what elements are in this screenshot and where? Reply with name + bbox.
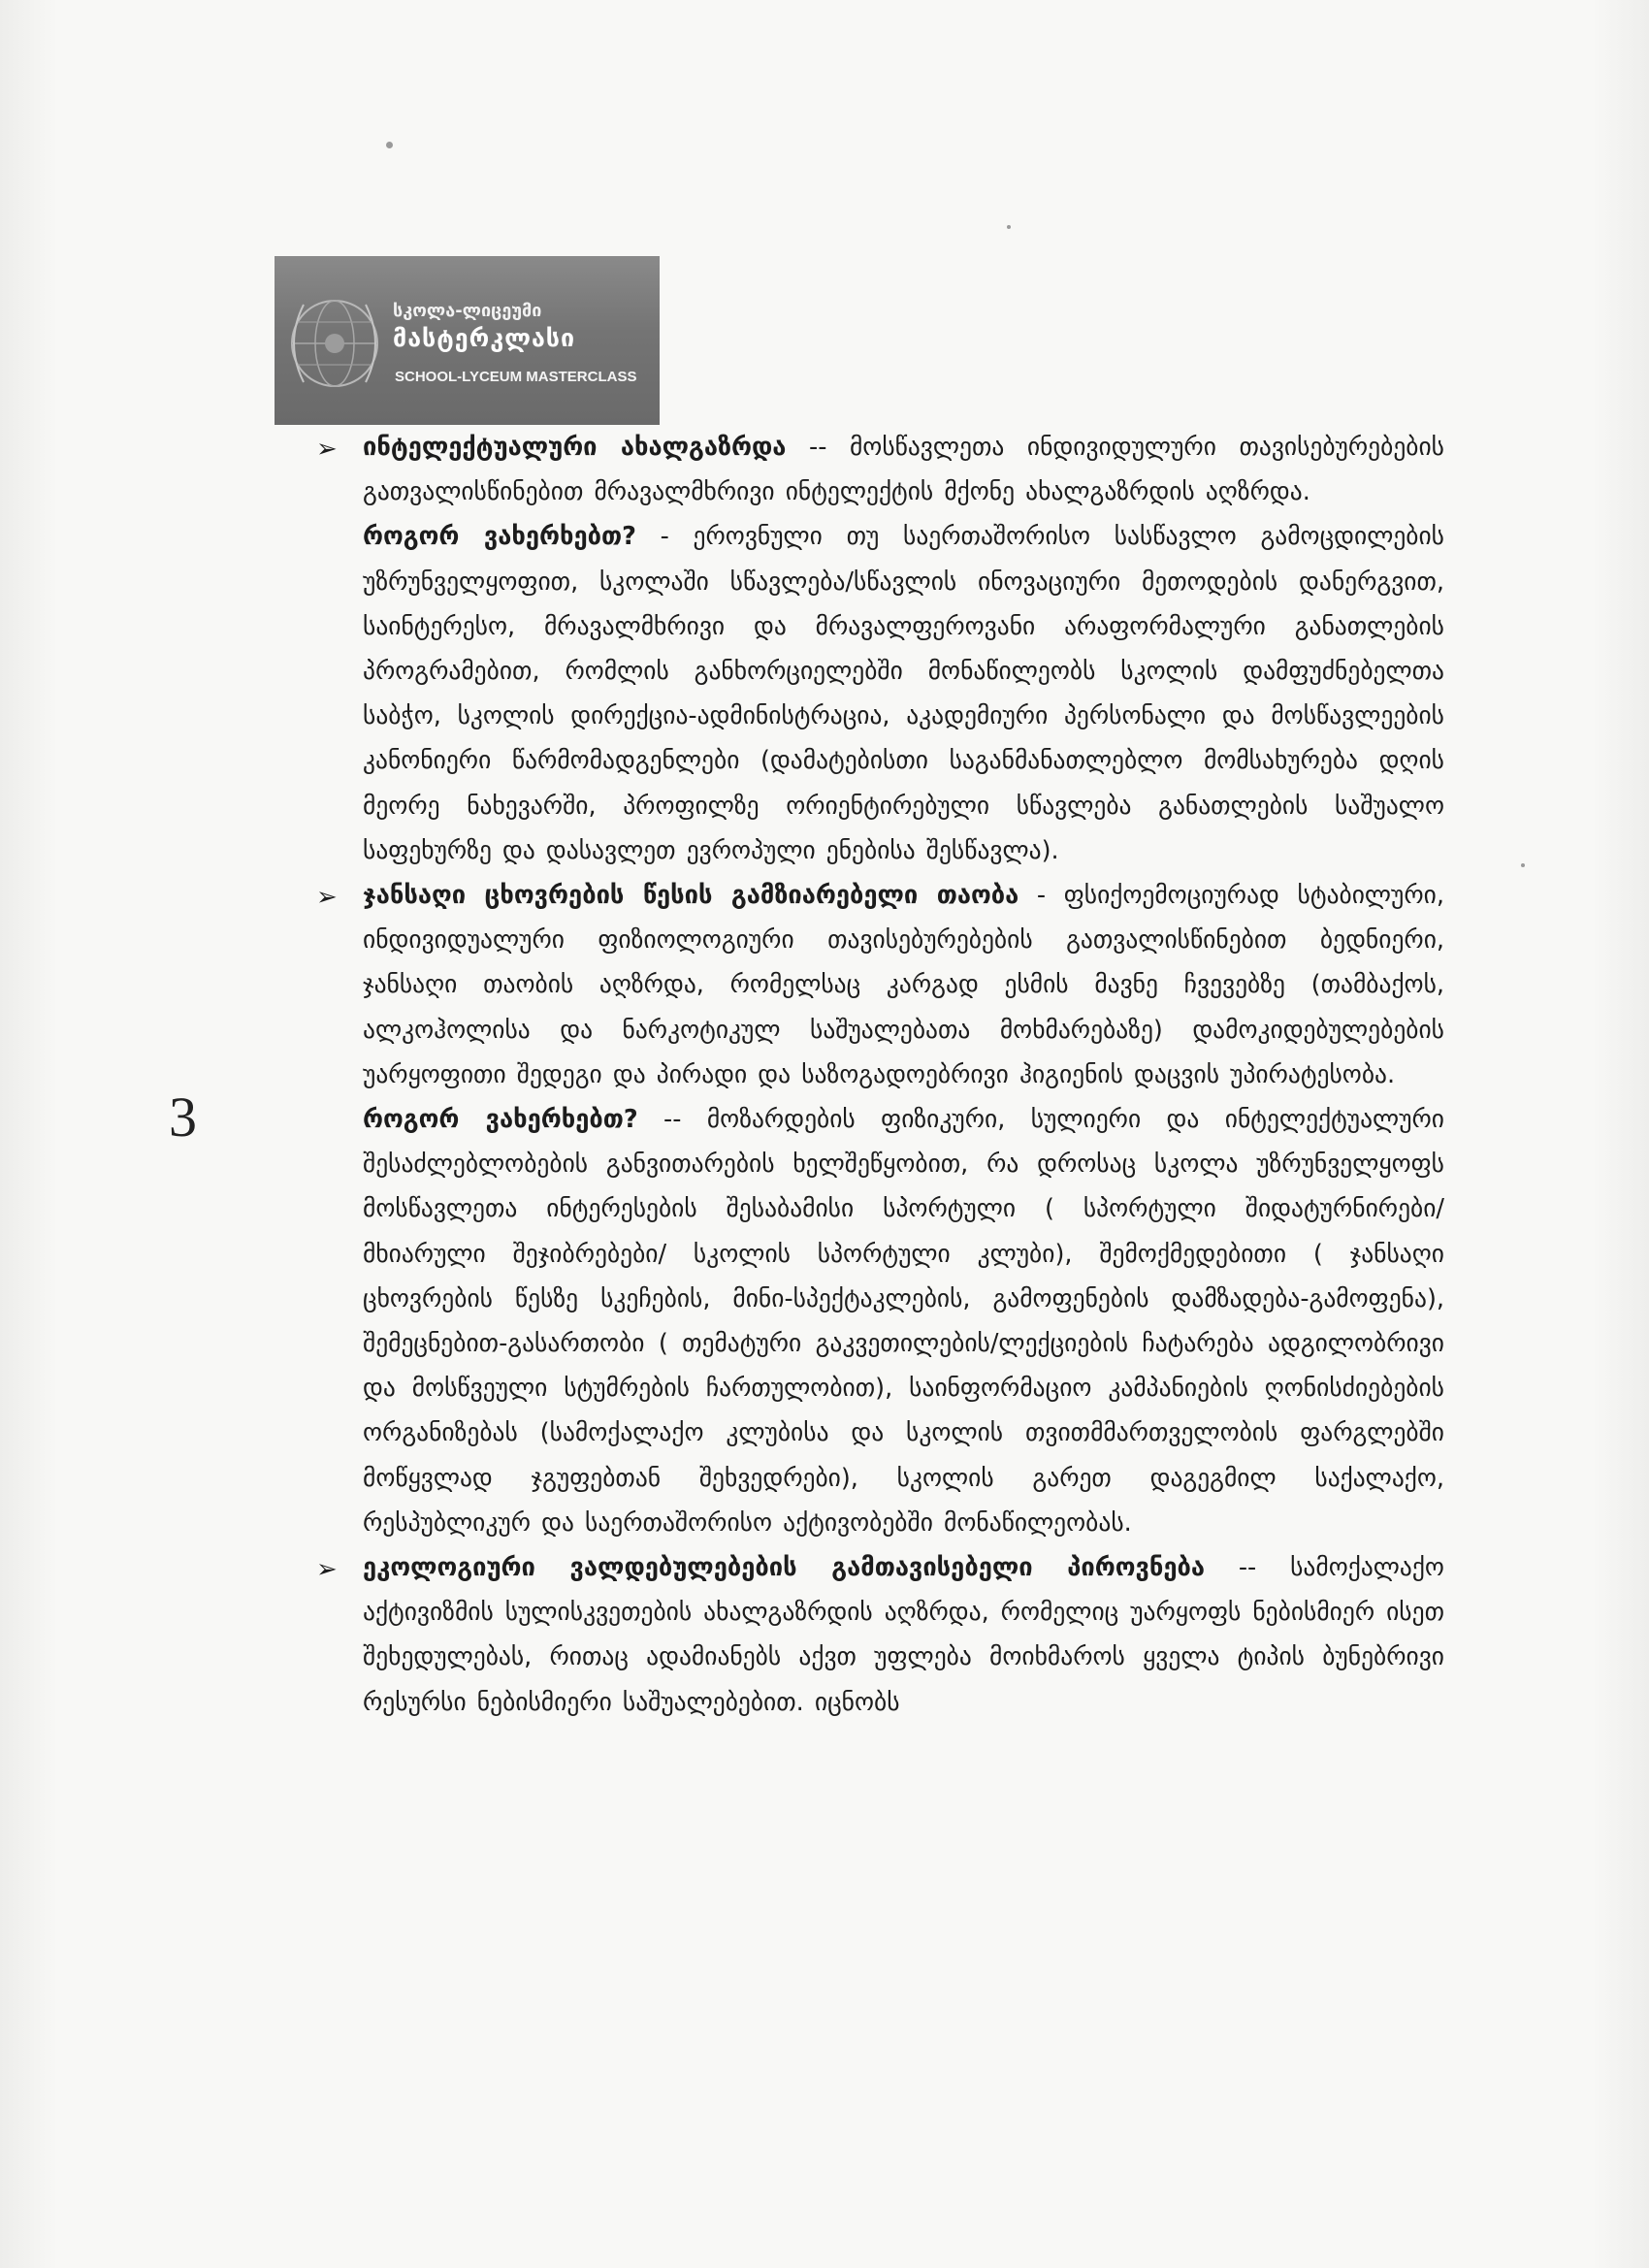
section-body: -- მოსწავლეთა ინდივიდულური თავისებურებების გათვალისწინებით მრავალმხრივი ინტელექტის მქონე ახალგაზრდის აღზრდა. — [363, 433, 1444, 507]
logo-title-english: SCHOOL-LYCEUM MASTERCLASS — [395, 369, 637, 385]
how-body: -- მოზარდების ფიზიკური, სულიერი და ინტელექტუალური შესაძლებლობების განვითარების ხელშეწყობით, რა დროსაც სკოლა უზრუნველყოფს მოსწავლეთა ინტერესების შესაბამისი სპორტული ( სპორტული შიდატურნირები/ მხიარული შეჯიბრებები/ სკოლის სპორტული კლუბი), შემოქმედებითი ( ჯანსაღი ცხოვრების წესზე სკეჩების, მინი-სპექტაკლების, გამოფენების დამზადება-გამოფენა), შემეცნებით-გასართობი ( თემატური გაკვეთილების/ლექციების ჩატარება ადგილობრივი და მოსწვეული სტუმრების ჩართულობით), საინფორმაციო კამპანიების ღონისძიებების ორგანიზებას (სამოქალაქო კლუბისა და სკოლის თვითმმართველობის ფარგლებში მოწყვლად ჯგუფებთან შეხვედრები), სკოლის გარეთ დაგეგმილ საქალაქო, რესპუბლიკურ და საერთაშორისო აქტივობებში მონაწილეობას. — [363, 1105, 1445, 1538]
arrowhead-bullet-icon: ➢ — [316, 1555, 338, 1585]
page-number: 3 — [169, 1085, 197, 1149]
logo-title-georgian: სკოლა-ლიცეუმი — [393, 301, 542, 321]
scan-speck — [1521, 863, 1525, 867]
globe-icon — [275, 256, 391, 425]
section-title: ინტელექტუალური ახალგაზრდა — [363, 433, 787, 462]
section-body: -- სამოქალაქო აქტივიზმის სულისკვეთების ახალგაზრდის აღზრდა, რომელიც უარყოფს ნებისმიერ ისეთ შეხედულებას, რითაც ადამიანებს აქვთ უფლება მოიხმაროს ყველა ტიპის ბუნებრივი რესურსი ნებისმიერი საშუალებებით. იცნობს — [363, 1553, 1444, 1717]
section-title: ეკოლოგიური ვალდებულებების გამთავისებელი პიროვნება — [363, 1553, 1205, 1583]
how-body: - ეროვნული თუ საერთაშორისო სასწავლო გამოცდილების უზრუნველყოფით, სკოლაში სწავლება/სწავლის ინოვაციური მეთოდების დანერგვით, საინტერესო, მრავალმხრივი და მრავალფეროვანი არაფორმალური განათლების პროგრამებით, რომლის განხორციელებში მონაწილეობს სკოლის დამფუძნებელთა საბჭო, სკოლის დირექცია-ადმინისტრაცია, აკადემიური პერსონალი და მოსწავლეების კანონიერი წარმომადგენლები (დამატებისთი საგანმანათლებლო მომსახურება დღის მეორე ნახევარში, პროფილზე ორიენტირებული სწავლება განათლების საშუალო საფეხურზე და დასავლეთ ევროპული ენებისა შესწავლა). — [363, 522, 1445, 865]
scan-speck — [386, 142, 393, 148]
logo-title-masterclass: მასტერკლასი — [393, 324, 576, 352]
how-label: როგორ ვახერხებთ? — [363, 1105, 638, 1135]
how-we-do-it-paragraph — [363, 514, 1444, 873]
section-ecological-responsibility — [316, 1545, 1444, 1725]
arrowhead-bullet-icon: ➢ — [316, 435, 338, 464]
section-intellectual-youth — [316, 425, 1444, 514]
school-logo — [275, 256, 660, 425]
arrowhead-bullet-icon: ➢ — [316, 883, 338, 913]
section-body: - ფსიქოემოციურად სტაბილური, ინდივიდუალური ფიზიოლოგიური თავისებურებების გათვალისწინებით ბედნიერი, ჯანსაღი თაობის აღზრდა, რომელსაც კარგად ესმის მავნე ჩვევებზე (თამბაქოს, ალკოჰოლისა და ნარკოტიკულ საშუალებათა მოხმარებაზე) დამოკიდებულებების უარყოფითი შედეგი და პირადი და საზოგადოებრივი ჰიგიენის დაცვის უპირატესობა. — [363, 881, 1444, 1089]
how-we-do-it-paragraph — [363, 1097, 1444, 1545]
how-label: როგორ ვახერხებთ? — [363, 522, 636, 552]
section-title: ჯანსაღი ცხოვრების წესის გამზიარებელი თაობა — [363, 881, 1019, 911]
scan-speck — [1007, 225, 1011, 229]
document-body — [316, 425, 1445, 1725]
section-healthy-lifestyle — [316, 873, 1444, 1097]
